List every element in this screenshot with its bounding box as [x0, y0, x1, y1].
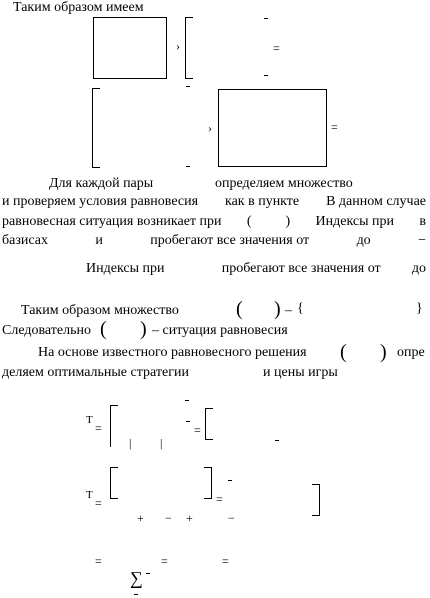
paren-close: ): [274, 298, 281, 320]
equals-symbol-8: =: [161, 554, 168, 568]
line1-b: как в пункте: [224, 194, 300, 209]
equals-symbol-4: =: [194, 423, 201, 437]
dash-mark: [146, 573, 150, 574]
dash-mark: [186, 86, 190, 87]
bar-2: |: [160, 436, 163, 450]
matrix-bracket-2-left: [185, 17, 193, 79]
greater-symbol-2: ›: [208, 121, 212, 135]
matrix-bracket-3-left: [92, 88, 100, 168]
paragraph-line-3: [2, 233, 426, 249]
matrix-bracket-4: [218, 89, 327, 167]
line4-a: Индексы при: [86, 261, 165, 276]
line3-e: −: [418, 233, 426, 248]
set-line-text: Таким образом множество: [21, 303, 179, 318]
paren-open: (: [340, 341, 347, 363]
dash-mark: [186, 421, 190, 422]
line2-a: равновесная ситуация возникает при: [2, 214, 222, 229]
line2-b: Индексы при: [315, 214, 395, 229]
dash-mark: [264, 18, 268, 19]
plus-1: +: [137, 511, 144, 525]
paragraph-line-4: [86, 261, 426, 277]
equals-symbol-5: =: [95, 496, 102, 510]
equals-symbol-7: =: [95, 554, 102, 568]
define-set-text: определяем множество: [215, 176, 353, 191]
consequently-text: Следовательно: [2, 323, 91, 338]
dash-mark: [264, 75, 268, 76]
dash-mark: [275, 440, 279, 441]
equals-symbol-1: =: [273, 41, 280, 55]
bar-1: |: [129, 436, 132, 450]
paren-open: (: [236, 298, 243, 320]
plus-2: +: [186, 511, 193, 525]
equals-symbol-6: =: [216, 492, 223, 506]
vector-bracket-1: [110, 405, 118, 447]
vector-bracket-3-right: [204, 467, 212, 499]
dash-mark: [186, 166, 190, 167]
equals-symbol-3: =: [95, 421, 102, 435]
line4-b: пробегают все значения от: [221, 261, 381, 276]
paren-open: (: [100, 318, 107, 340]
paren-open: (: [246, 214, 252, 229]
opre-text: опре: [397, 345, 425, 360]
brace-close: }: [416, 301, 423, 316]
line4-c: до: [411, 261, 426, 276]
line3-b: и: [95, 233, 103, 248]
basis-text: На основе известного равновесного решения: [38, 345, 307, 360]
sup-t: T: [86, 414, 93, 426]
dash-mark: [134, 594, 138, 595]
line1-c: В данном случае: [326, 194, 426, 209]
paragraph-line-1: [2, 194, 426, 210]
game-price-text: и цены игры: [263, 365, 338, 380]
intro-text: Таким образом имеем: [13, 0, 144, 15]
equals-symbol-9: =: [222, 554, 229, 568]
line3-a: базисах: [2, 233, 48, 248]
minus-2: −: [228, 511, 235, 525]
vector-bracket-4-right: [312, 484, 320, 516]
equals-symbol-2: =: [331, 120, 338, 134]
line2-c: в: [419, 214, 426, 229]
sum-symbol: ∑: [130, 568, 143, 588]
matrix-bracket-1: [93, 17, 167, 79]
line3-c: пробегают все значения от: [150, 233, 310, 248]
greater-symbol-1: ›: [176, 39, 180, 53]
paren-close: ): [380, 341, 387, 363]
dash-mark: [228, 480, 232, 481]
equilibrium-text: – ситуация равновесия: [152, 323, 288, 338]
line3-d: до: [356, 233, 371, 248]
paren-close: ): [140, 318, 147, 340]
vector-bracket-3: [110, 467, 118, 499]
sup-t: T: [86, 489, 93, 501]
set-dash: –: [285, 303, 292, 318]
minus-1: −: [165, 511, 172, 525]
each-pair-text: Для каждой пары: [49, 176, 154, 191]
strategies-text: деляем оптимальные стратегии: [2, 365, 189, 380]
paragraph-line-2: [2, 214, 426, 230]
dash-mark: [185, 400, 189, 401]
brace-open: {: [297, 301, 304, 316]
vector-bracket-2: [205, 408, 213, 440]
line1-a: и проверяем условия равновесия: [2, 194, 199, 209]
paren-close: ): [285, 214, 291, 229]
